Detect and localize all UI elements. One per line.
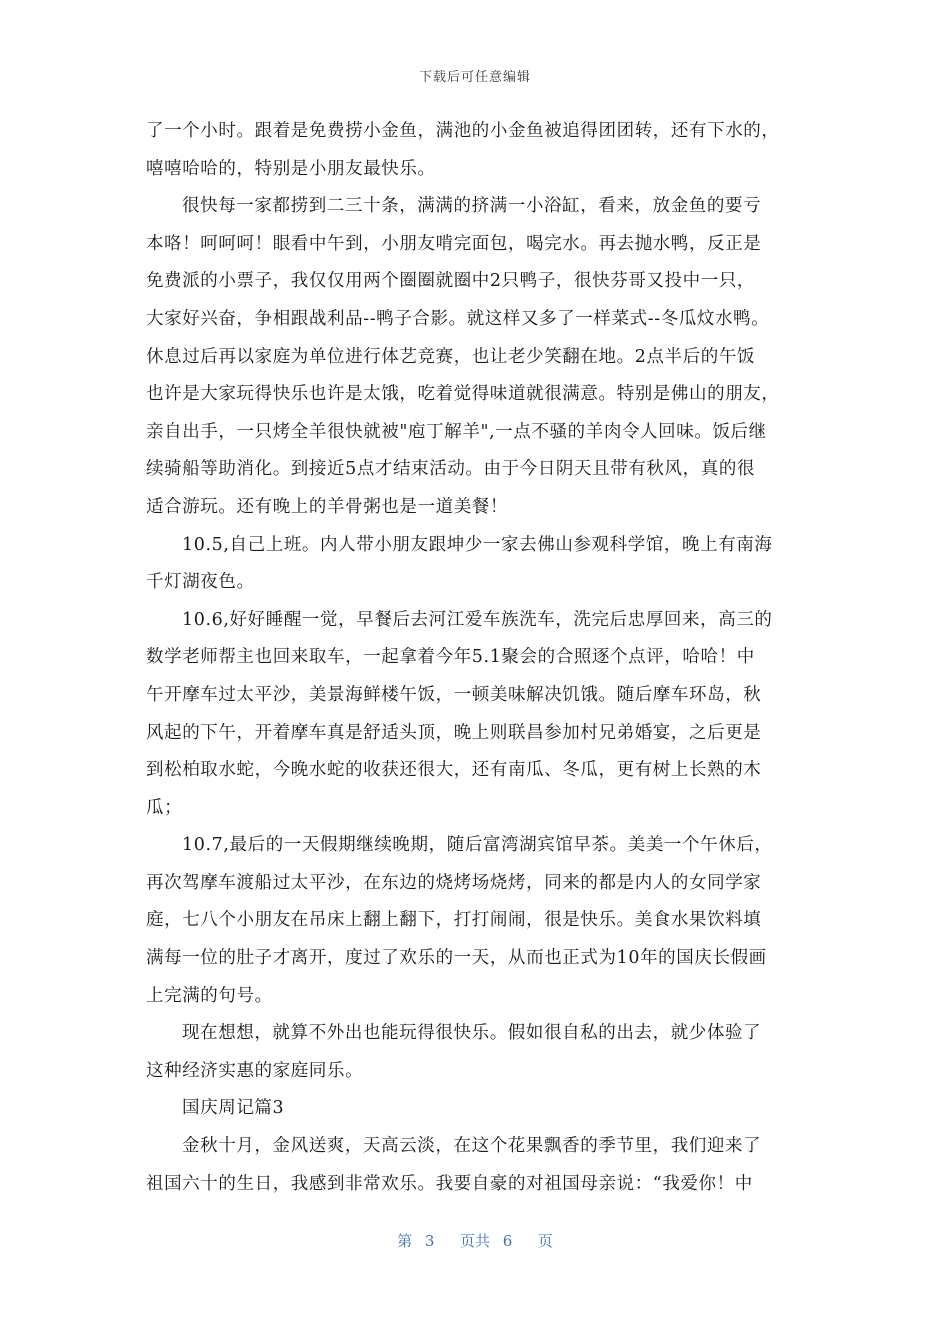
text-line: 10.6,好好睡醒一觉，早餐后去河江爱车族洗车，洗完后忠厚回来，高三的 xyxy=(182,609,773,630)
text-line: 再次驾摩车渡船过太平沙，在东边的烧烤场烧烤，同来的都是内人的女同学家 xyxy=(146,872,762,893)
text-line: 满每一位的肚子才离开，度过了欢乐的一天，从而也正式为10年的国庆长假画 xyxy=(146,948,767,969)
text-line: 祖国六十的生日，我感到非常欢乐。我要自豪的对祖国母亲说：“我爱你！中 xyxy=(146,1173,753,1194)
text-line: 大家好兴奋，争相跟战利品--鸭子合影。就这样又多了一样菜式--冬瓜炆水鸭。 xyxy=(146,308,770,329)
text-line: 上完满的句号。 xyxy=(146,985,273,1006)
text-line: 千灯湖夜色。 xyxy=(146,572,255,593)
text-line: 适合游玩。还有晚上的羊骨粥也是一道美餐！ xyxy=(146,496,508,517)
text-line: 这种经济实惠的家庭同乐。 xyxy=(146,1060,364,1081)
text-line: 数学老师帮主也回来取车，一起拿着今年5.1聚会的合照逐个点评，哈哈！中 xyxy=(146,647,755,668)
text-line: 本咯！呵呵呵！眼看中午到，小朋友啃完面包，喝完水。再去抛水鸭，反正是 xyxy=(146,233,762,254)
text-line: 休息过后再以家庭为单位进行体艺竞赛，也让老少笑翻在地。2点半后的午饭 xyxy=(146,346,756,367)
text-line: 嘻嘻哈哈的，特别是小朋友最快乐。 xyxy=(146,158,436,179)
text-line: 风起的下午，开着摩车真是舒适头顶，晚上则联昌参加村兄弟婚宴，之后更是 xyxy=(146,722,762,743)
text-line: 到松柏取水蛇，今晚水蛇的收获还很大，还有南瓜、冬瓜，更有树上长熟的木 xyxy=(146,760,762,781)
page-number: 第 3 页共 6 页 xyxy=(397,1232,553,1250)
text-line: 10.5,自己上班。内人带小朋友跟坤少一家去佛山参观科学馆，晚上有南海 xyxy=(182,534,773,555)
text-line: 国庆周记篇3 xyxy=(182,1098,285,1119)
text-line: 瓜； xyxy=(146,797,183,818)
text-line: 亲自出手，一只烤全羊很快就被"庖丁解羊",一点不骚的羊肉令人回味。饭后继 xyxy=(146,421,767,442)
page-header-note: 下载后可任意编辑 xyxy=(418,70,531,85)
text-line: 午开摩车过太平沙，美景海鲜楼午饭，一顿美味解决饥饿。随后摩车环岛，秋 xyxy=(146,684,762,705)
text-line: 也许是大家玩得快乐也许是太饿，吃着觉得味道就很满意。特别是佛山的朋友， xyxy=(146,384,780,405)
text-line: 庭，七八个小朋友在吊床上翻上翻下，打打闹闹，很是快乐。美食水果饮料填 xyxy=(146,910,762,931)
document-body xyxy=(146,113,812,1203)
text-line: 续骑船等助消化。到接近5点才结束活动。由于今日阴天且带有秋风，真的很 xyxy=(146,459,756,480)
text-line: 免费派的小票子，我仅仅用两个圈圈就圈中2只鸭子，很快芬哥又投中一只， xyxy=(146,271,756,292)
text-line: 很快每一家都捞到二三十条，满满的挤满一小浴缸，看来，放金鱼的要亏 xyxy=(182,196,762,217)
text-line: 了一个小时。跟着是免费捞小金鱼，满池的小金鱼被追得团团转，还有下水的， xyxy=(146,121,780,141)
text-line: 10.7,最后的一天假期继续晚期，随后富湾湖宾馆早茶。美美一个午休后， xyxy=(182,835,773,856)
text-line: 金秋十月，金风送爽，天高云淡，在这个花果飘香的季节里，我们迎来了 xyxy=(182,1136,762,1157)
text-line: 现在想想，就算不外出也能玩得很快乐。假如很自私的出去，就少体验了 xyxy=(182,1023,762,1044)
